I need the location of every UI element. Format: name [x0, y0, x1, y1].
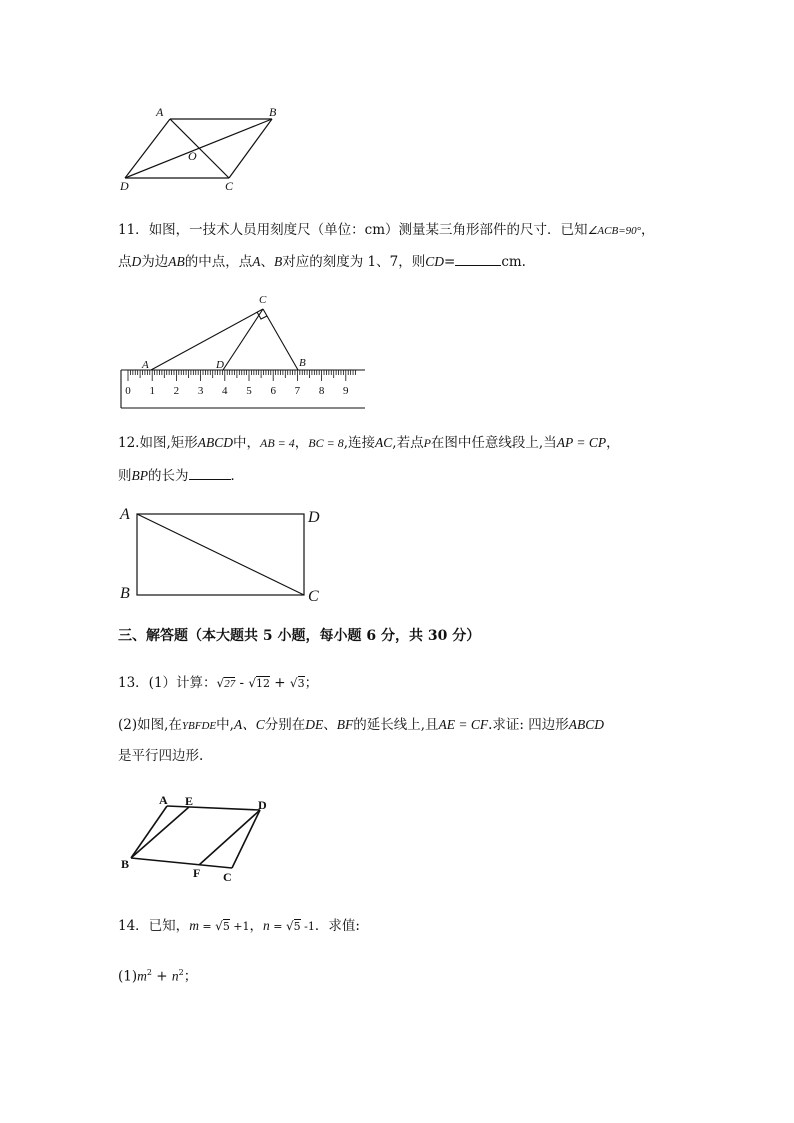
q14-part1-sup1: 2 — [146, 968, 152, 977]
q11-var-CD: CD — [425, 254, 444, 269]
q11-number: 11． — [118, 222, 149, 238]
q13-text-2b: 中, — [216, 717, 234, 733]
q14-m-plus: +1 — [229, 920, 250, 933]
ruler-ticks — [128, 370, 355, 381]
parallelogram-diagonals-figure — [110, 100, 300, 196]
q11-sep: 、 — [260, 254, 274, 270]
q14-n-minus: -1 — [300, 920, 315, 933]
ruler-number: 7 — [294, 385, 301, 397]
ruler-number: 4 — [222, 385, 228, 397]
ruler-number: 6 — [270, 385, 276, 397]
q11-text-c: 的中点，点 — [184, 254, 253, 270]
para-label-A: A — [159, 793, 168, 807]
q12-line2 — [118, 465, 244, 486]
q11-comma: ， — [641, 222, 655, 238]
q14-part1-label: (1) — [118, 968, 138, 985]
q12-end: ． — [230, 468, 244, 484]
q11-angle: ∠ACB=90° — [587, 225, 642, 237]
ruler-number: 9 — [343, 385, 349, 397]
q11-line2 — [118, 251, 526, 272]
rect-label-B: B — [120, 585, 130, 602]
q13-var-ABCD: ABCD — [568, 717, 605, 732]
q12-var-BC: BC = 8 — [308, 436, 344, 450]
q14-part1-n: n — [171, 968, 179, 984]
q12-text-c: ， — [294, 435, 309, 451]
label-D: D — [120, 179, 129, 193]
q12-var-P: P — [423, 436, 431, 450]
q13-var-AC: A、C — [233, 717, 265, 732]
ruler-triangle-figure — [115, 292, 367, 410]
q14-part1 — [118, 963, 197, 987]
q14-sep: ， — [249, 918, 264, 934]
q13-text-2d: 、 — [323, 717, 337, 733]
q12-var-AC: AC — [375, 435, 393, 450]
q11-var-D: D — [131, 254, 142, 269]
q11-text-d: 对应的刻度为 1、7，则 — [282, 254, 426, 270]
parallelogram-bfde-figure — [115, 792, 285, 884]
rect-label-D: D — [308, 509, 320, 526]
q14-part1-end: ； — [183, 968, 198, 985]
q13-text-2c: 分别在 — [264, 717, 306, 733]
para-label-C: C — [223, 870, 232, 884]
label-O: O — [188, 149, 197, 163]
q12-line1 — [118, 433, 620, 453]
q11-line1 — [118, 220, 655, 241]
q12-var-AB: AB = 4 — [260, 436, 295, 450]
rectangle-diagonal-figure — [112, 500, 332, 610]
para-label-E: E — [185, 794, 194, 808]
q13-radicand-12: 12 — [256, 677, 271, 690]
q14-end: ．求值: — [314, 918, 360, 934]
q13-minus: - — [235, 675, 249, 691]
para-label-D: D — [258, 798, 267, 812]
q13-text-2f: .求证: 四边形 — [488, 717, 569, 733]
ruler-label-A: A — [142, 359, 149, 371]
rect-label-A: A — [120, 506, 130, 523]
q11-answer-blank[interactable] — [455, 251, 501, 266]
ruler-number: 1 — [149, 385, 155, 397]
q11-text-a: 点 — [118, 254, 132, 270]
q13-part1: 13．(1）计算：√27 - √12 + √3； — [118, 675, 319, 691]
label-C: C — [225, 179, 234, 193]
q14-n-eq: = — [269, 920, 286, 933]
q13-var-BF: BF — [336, 717, 354, 732]
para-label-F: F — [193, 866, 201, 880]
q11-eq: = — [444, 254, 456, 270]
q12-text-e: ,若点 — [392, 435, 424, 451]
q13-text-a: 13．(1）计算： — [118, 675, 217, 691]
q12-text-b: 中， — [233, 435, 261, 451]
q14-m-radicand: 5 — [222, 920, 230, 933]
label-A: A — [156, 105, 164, 119]
ruler-number: 0 — [125, 385, 131, 397]
ruler-label-C: C — [259, 294, 267, 306]
para-label-B: B — [121, 857, 130, 871]
label-B: B — [269, 105, 277, 119]
q12-var-APCP: AP = CP — [556, 435, 607, 450]
q14-line: 14．已知，m = √5 +1，n = √5 -1．求值: — [118, 918, 360, 934]
q11-unit: cm. — [501, 254, 526, 270]
q14-m-eq: = — [198, 920, 216, 933]
q12-text-d: ,连接 — [343, 435, 376, 451]
q13-part2-line1 — [118, 715, 604, 736]
ruler-number: 3 — [197, 385, 204, 397]
q12-text-a: 12.如图,矩形 — [118, 435, 198, 451]
q13-radicand-27: 27 — [224, 678, 236, 690]
q12-answer-blank[interactable] — [189, 465, 231, 480]
ruler-label-D: D — [216, 359, 224, 371]
q14-part1-sup2: 2 — [178, 968, 184, 977]
q13-text-2e: 的延长线上,且 — [353, 717, 439, 733]
q11-var-A: A — [252, 254, 261, 269]
q13-text-2a: (2)如图,在 — [118, 717, 182, 733]
q14-var-m: m — [189, 918, 199, 933]
q14-text-a: 14．已知， — [118, 918, 190, 934]
q11-var-B: B — [274, 254, 283, 269]
q11-var-AB: AB — [168, 254, 185, 269]
q13-end: ； — [304, 675, 319, 691]
section-heading: 三、解答题（本大题共 5 小题，每小题 6 分，共 30 分） — [118, 628, 481, 644]
q13-var-DE: DE — [305, 717, 324, 732]
ruler-number: 5 — [246, 385, 252, 397]
q13-var-AECF: AE = CF — [438, 717, 489, 732]
q12-text-f: 在图中任意线段上,当 — [430, 435, 557, 451]
q14-part1-m: m — [137, 968, 147, 984]
q12-var-BP: BP — [131, 468, 148, 483]
ruler-label-B: B — [299, 357, 306, 369]
ruler-number: 2 — [173, 385, 180, 397]
q12-var-ABCD: ABCD — [197, 435, 234, 450]
q11-text-b: 为边 — [141, 254, 169, 270]
q13-part2-line2: 是平行四边形. — [118, 748, 204, 764]
rect-label-C: C — [308, 588, 319, 605]
q14-var-n: n — [263, 918, 270, 933]
q13-radicand-3: 3 — [297, 677, 305, 690]
q12-text-b2: 的长为 — [148, 468, 189, 484]
ruler-number: 8 — [318, 385, 325, 397]
q12-text-a2: 则 — [118, 468, 132, 484]
q12-text-g: ， — [606, 435, 620, 451]
q11-text: 如图，一技术人员用刻度尺（单位：cm）测量某三角形部件的尺寸．已知 — [148, 222, 588, 238]
q14-part1-plus: + — [151, 968, 172, 985]
q13-plus: + — [270, 675, 290, 691]
q14-n-radicand: 5 — [293, 920, 301, 933]
q13-var-para: YBFDE — [181, 720, 217, 732]
ruler-numbers — [125, 385, 349, 397]
